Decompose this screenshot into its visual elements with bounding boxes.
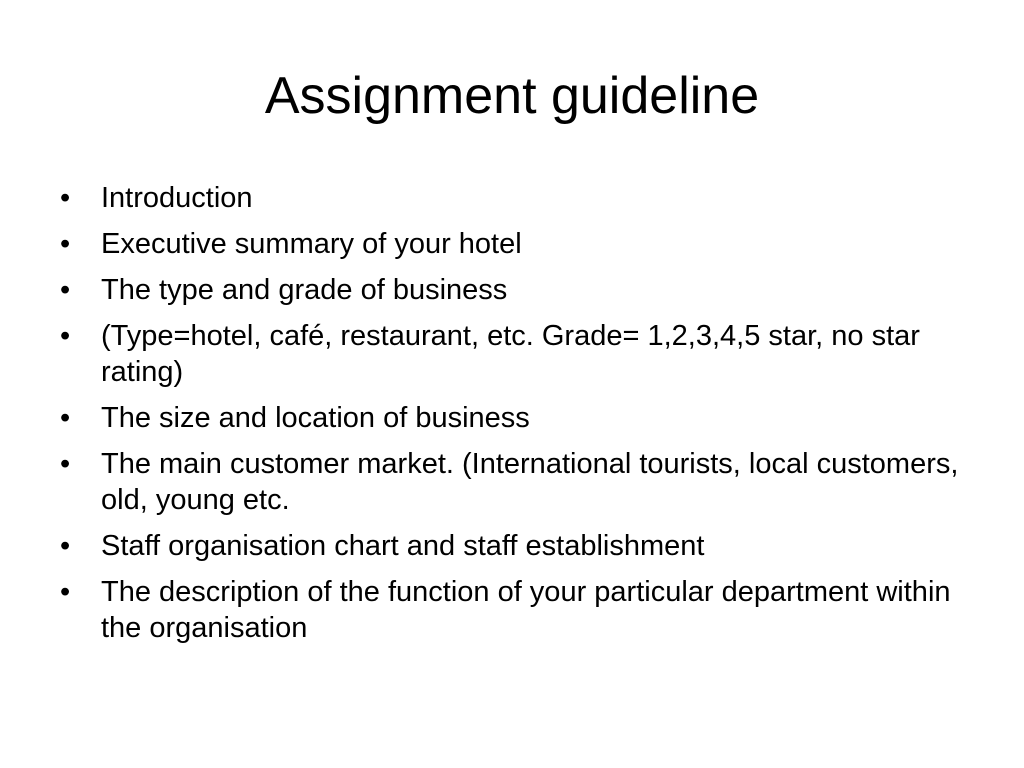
bullet-item-customer-market [60, 446, 980, 518]
bullet-icon: • [60, 530, 71, 562]
bullet-text: The main customer market. (International tourists, local customers, old, young etc. [101, 448, 959, 516]
bullet-item-introduction [60, 180, 980, 216]
bullet-list [60, 180, 980, 656]
bullet-item-type-grade-examples [60, 318, 980, 390]
bullet-text: (Type=hotel, café, restaurant, etc. Grade= 1,2,3,4,5 star, no star rating) [101, 320, 920, 388]
bullet-item-type-grade [60, 272, 980, 308]
bullet-text: Introduction [101, 182, 253, 214]
bullet-item-executive-summary [60, 226, 980, 262]
bullet-icon: • [60, 320, 71, 352]
bullet-item-department-function [60, 574, 980, 646]
bullet-icon: • [60, 448, 71, 480]
bullet-text: Executive summary of your hotel [101, 228, 522, 260]
bullet-text: Staff organisation chart and staff establishment [101, 530, 705, 562]
bullet-icon: • [60, 274, 71, 306]
bullet-text: The size and location of business [101, 402, 530, 434]
bullet-icon: • [60, 402, 71, 434]
bullet-icon: • [60, 576, 71, 608]
bullet-item-staff-organisation [60, 528, 980, 564]
bullet-item-size-location [60, 400, 980, 436]
bullet-text: The type and grade of business [101, 274, 508, 306]
bullet-icon: • [60, 182, 71, 214]
slide-title: Assignment guideline [264, 67, 760, 125]
bullet-icon: • [60, 228, 71, 260]
bullet-text: The description of the function of your particular department within the organisation [101, 576, 951, 644]
